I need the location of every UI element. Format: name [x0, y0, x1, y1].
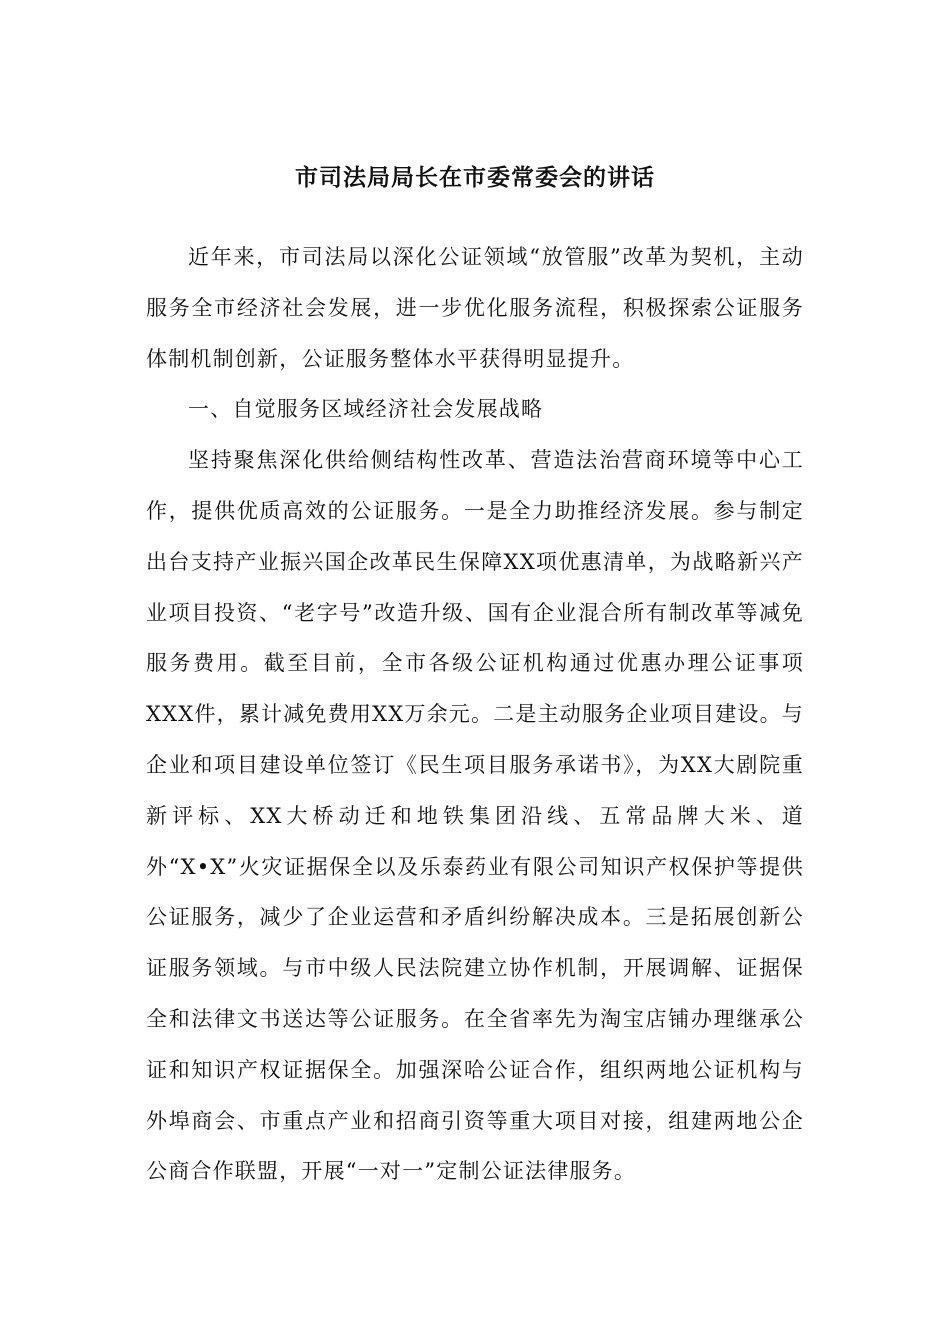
document-body — [146, 232, 804, 1197]
section-heading: 一、自觉服务区域经济社会发展战略 — [188, 397, 544, 422]
intro-paragraph: 近年来，市司法局以深化公证领域“放管服”改革为契机，主动服务全市经济社会发展，进一步优化服务流程，积极探索公证服务体制机制创新，公证服务整体水平获得明显提升。 — [146, 245, 804, 371]
section-body-paragraph: 坚持聚焦深化供给侧结构性改革、营造法治营商环境等中心工作，提供优质高效的公证服务。一是全力助推经济发展。参与制定出台支持产业振兴国企改革民生保障XX项优惠清单，为战略新兴产业项目投资、“老字号”改造升级、国有企业混合所有制改革等减免服务费用。截至目前，全市各级公证机构通过优惠办理公证事项XXX件，累计减免费用XX万余元。二是主动服务企业项目建设。与企业和项目建设单位签订《民生项目服务承诺书》，为XX大剧院重新评标、XX大桥动迁和地铁集团沿线、五常品牌大米、道外“X•X”火灾证据保全以及乐泰药业有限公司知识产权保护等提供公证服务，减少了企业运营和矛盾纠纷解决成本。三是拓展创新公证服务领域。与市中级人民法院建立协作机制，开展调解、证据保全和法律文书送达等公证服务。在全省率先为淘宝店铺办理继承公证和知识产权证据保全。加强深哈公证合作，组织两地公证机构与外埠商会、市重点产业和招商引资等重大项目对接，组建两地公企公商合作联盟，开展“一对一”定制公证法律服务。 — [146, 448, 804, 1184]
document-title: 市司法局局长在市委常委会的讲话 — [295, 164, 655, 191]
